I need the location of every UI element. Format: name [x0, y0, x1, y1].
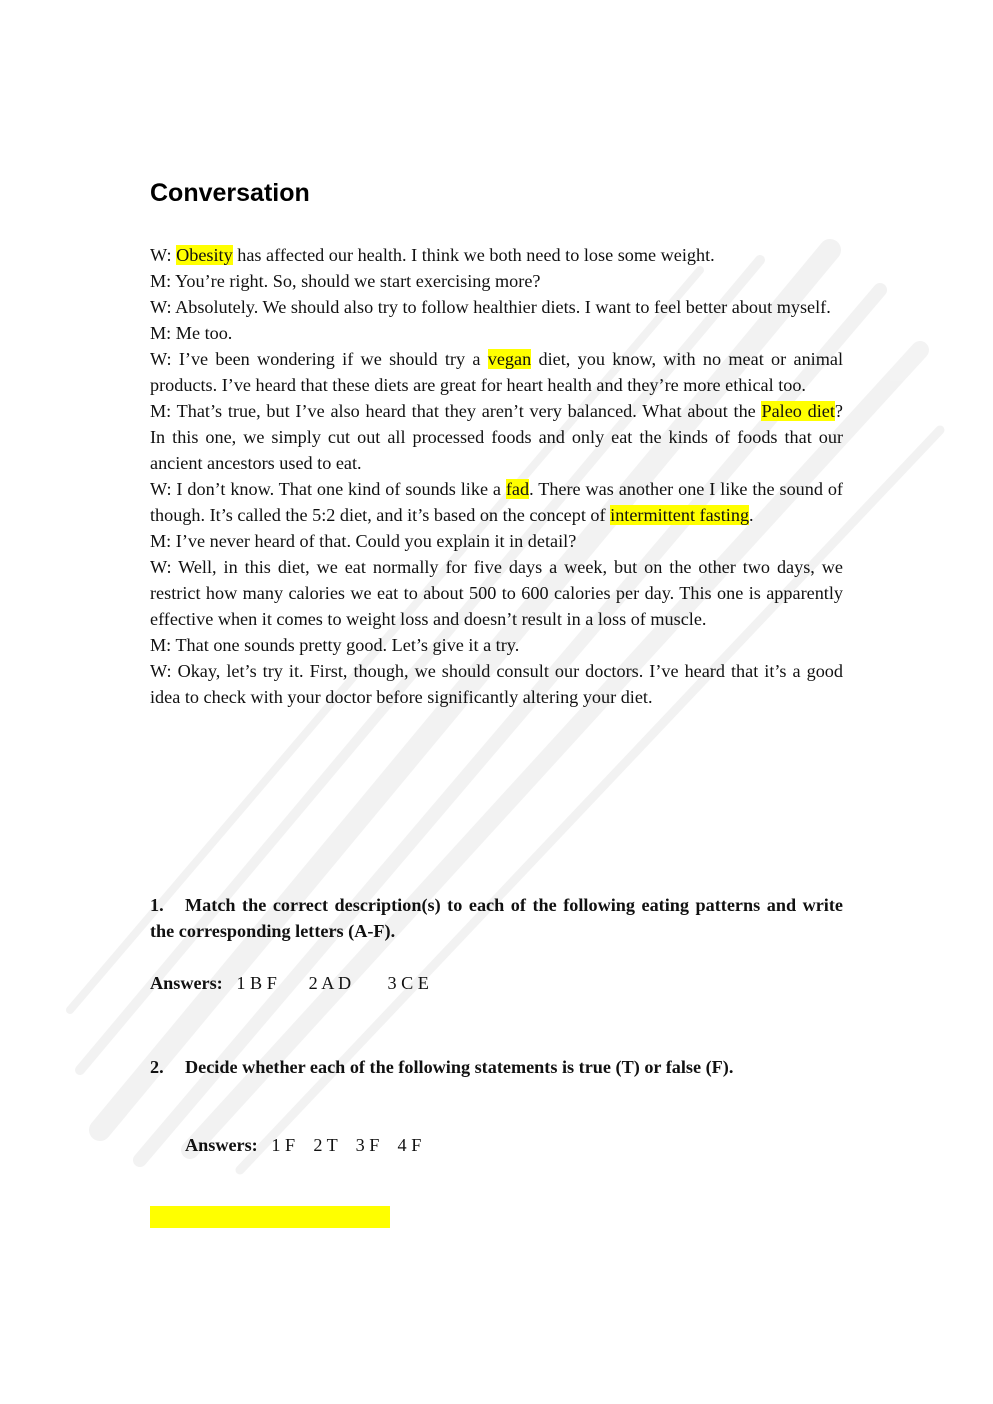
dialogue-line: W: I don’t know. That one kind of sounds like a fad. There was another one I like the sound of though. It’s called the 5:2 diet, and it’s based on the concept of intermittent fasting. — [150, 479, 843, 525]
dialogue-line: M: Me too. — [150, 323, 233, 343]
dialogue-line: M: That’s true, but I’ve also heard that they aren’t very balanced. What about the Paleo diet? In this one, we simply cut out all processed foods and only eat the kinds of foods that our ancient ancestors used to eat. — [150, 401, 843, 473]
answers-label: Answers: — [185, 1135, 258, 1155]
question-text: Match the correct description(s) to each of the following eating patterns and write the corresponding letters (A-F). — [150, 895, 843, 941]
dialogue-line: W: Obesity has affected our health. I think we both need to lose some weight. — [150, 245, 715, 265]
question-number: 2. — [150, 1057, 164, 1077]
highlighted-term: intermittent fasting — [610, 505, 750, 525]
question-text: Decide whether each of the following statements is true (T) or false (F). — [185, 1057, 734, 1077]
highlighted-term: Obesity — [176, 245, 233, 265]
dialogue-line: W: Absolutely. We should also try to follow healthier diets. I want to feel better about myself. — [150, 297, 831, 317]
question-2 — [150, 1054, 843, 1080]
dialogue-line: M: You’re right. So, should we start exercising more? — [150, 271, 541, 291]
dialogue-line: W: Okay, let’s try it. First, though, we should consult our doctors. I’ve heard that it’s a good idea to check with your doctor before significantly altering your diet. — [150, 661, 843, 707]
highlighted-term: vegan — [487, 349, 532, 369]
dialogue-line: M: I’ve never heard of that. Could you explain it in detail? — [150, 531, 577, 551]
conversation-transcript — [150, 242, 843, 710]
question-1 — [150, 892, 843, 944]
highlighted-term: Paleo diet — [761, 401, 835, 421]
question-1-answers — [150, 970, 429, 996]
highlighted-term: fad — [505, 479, 530, 499]
dialogue-line: M: That one sounds pretty good. Let’s give it a try. — [150, 635, 520, 655]
answers-value: 1 F 2 T 3 F 4 F — [257, 1135, 422, 1155]
dialogue-line: W: Well, in this diet, we eat normally for five days a week, but on the other two days, we restrict how many calories we eat to about 500 to 600 calories per day. This one is apparently effective when it comes to weight loss and doesn’t result in a loss of muscle. — [150, 557, 843, 629]
question-number: 1. — [150, 895, 164, 915]
answers-value: 1 B F 2 A D 3 C E — [222, 973, 429, 993]
question-2-answers — [185, 1132, 421, 1158]
dialogue-line: W: I’ve been wondering if we should try a vegan diet, you know, with no meat or animal products. I’ve heard that these diets are great for heart health and they’re more ethical too. — [150, 349, 844, 395]
page-title: Conversation — [150, 179, 310, 207]
answers-label: Answers: — [150, 973, 223, 993]
highlight-bar — [150, 1206, 390, 1228]
